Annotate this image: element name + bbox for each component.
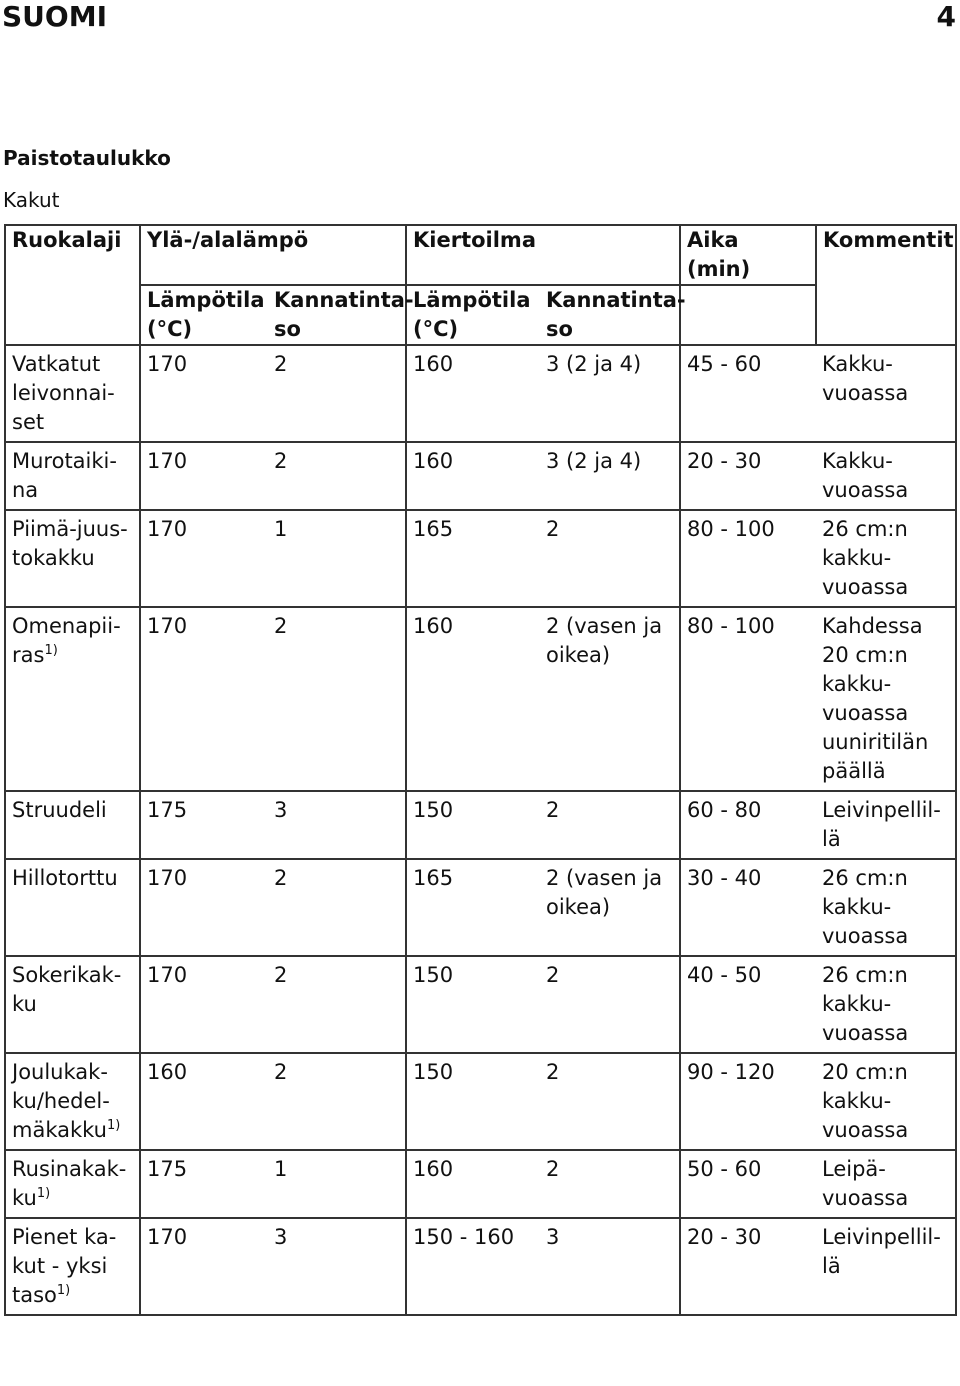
footnote-marker: 1)	[44, 643, 58, 658]
top-bottom-temp-cell-text: 170	[147, 963, 188, 987]
fan-shelf-cell	[540, 1053, 680, 1150]
fan-temp-cell-text: 160	[413, 1157, 454, 1181]
col-header-comment: Kommentit	[816, 225, 956, 345]
fan-shelf-cell	[540, 791, 680, 859]
food-cell-text: Hillotorttu	[12, 866, 118, 890]
top-bottom-shelf-cell	[268, 1150, 406, 1218]
comment-cell	[816, 859, 956, 956]
fan-temp-cell-text: 160	[413, 352, 454, 376]
top-bottom-shelf-cell-text: 2	[274, 866, 288, 890]
table-row	[5, 345, 956, 442]
fan-temp-cell-text: 165	[413, 517, 454, 541]
baking-table	[4, 224, 957, 1316]
top-bottom-shelf-cell-text: 1	[274, 517, 288, 541]
fan-temp-cell	[406, 956, 540, 1053]
col-header-temp-1: Lämpötila (°C)	[140, 285, 268, 345]
food-cell-text: Omenapii- ras	[12, 614, 121, 667]
top-bottom-shelf-cell-text: 2	[274, 449, 288, 473]
food-cell-text: Vatkatut leivonnai- set	[12, 352, 115, 434]
top-bottom-shelf-cell-text: 2	[274, 352, 288, 376]
time-cell	[680, 607, 816, 791]
food-cell-text: Pienet ka- kut - yksi taso	[12, 1225, 117, 1307]
food-cell	[5, 345, 140, 442]
fan-temp-cell	[406, 1053, 540, 1150]
top-bottom-temp-cell	[140, 510, 268, 607]
table-row	[5, 1053, 956, 1150]
time-cell-text: 30 - 40	[687, 866, 762, 890]
comment-cell-text: 26 cm:n kakku- vuoassa	[822, 517, 909, 599]
time-cell	[680, 510, 816, 607]
table-row	[5, 510, 956, 607]
time-cell	[680, 1053, 816, 1150]
comment-cell	[816, 1150, 956, 1218]
fan-shelf-cell	[540, 345, 680, 442]
fan-temp-cell-text: 150	[413, 798, 454, 822]
table-row	[5, 859, 956, 956]
top-bottom-shelf-cell	[268, 607, 406, 791]
top-bottom-temp-cell-text: 170	[147, 1225, 188, 1249]
fan-shelf-cell	[540, 1150, 680, 1218]
top-bottom-temp-cell-text: 160	[147, 1060, 188, 1084]
language-title: SUOMI	[2, 0, 107, 33]
fan-shelf-cell-text: 2 (vasen ja oikea)	[546, 866, 663, 919]
food-cell-text: Rusinakak- ku	[12, 1157, 127, 1210]
col-header-top-bottom: Ylä-/alalämpö	[140, 225, 406, 285]
fan-temp-cell-text: 150 - 160	[413, 1225, 515, 1249]
time-cell-text: 80 - 100	[687, 517, 775, 541]
fan-shelf-cell-text: 3 (2 ja 4)	[546, 352, 642, 376]
top-bottom-temp-cell	[140, 1150, 268, 1218]
time-cell	[680, 1150, 816, 1218]
food-cell	[5, 1150, 140, 1218]
top-bottom-shelf-cell-text: 3	[274, 798, 288, 822]
time-cell	[680, 442, 816, 510]
fan-shelf-cell-text: 2	[546, 1157, 560, 1181]
top-bottom-shelf-cell	[268, 956, 406, 1053]
top-bottom-shelf-cell-text: 2	[274, 1060, 288, 1084]
fan-shelf-cell-text: 2	[546, 1060, 560, 1084]
footnote-marker: 1)	[56, 1283, 71, 1298]
col-header-time-blank	[680, 285, 816, 345]
section-title: Paistotaulukko	[3, 146, 171, 170]
comment-cell	[816, 791, 956, 859]
fan-shelf-cell-text: 2	[546, 517, 560, 541]
col-header-shelf-1: Kannatinta- so	[268, 285, 406, 345]
fan-shelf-cell-text: 3	[546, 1225, 560, 1249]
time-cell-text: 80 - 100	[687, 614, 775, 638]
top-bottom-shelf-cell-text: 2	[274, 614, 288, 638]
fan-temp-cell-text: 150	[413, 963, 454, 987]
comment-cell-text: 26 cm:n kakku- vuoassa	[822, 866, 909, 948]
fan-temp-cell-text: 160	[413, 449, 454, 473]
top-bottom-shelf-cell	[268, 1218, 406, 1315]
col-header-fan: Kiertoilma	[406, 225, 680, 285]
food-cell	[5, 442, 140, 510]
top-bottom-temp-cell	[140, 607, 268, 791]
top-bottom-temp-cell-text: 170	[147, 866, 188, 890]
fan-shelf-cell-text: 2	[546, 798, 560, 822]
food-cell-text: Piimä-juus- tokakku	[12, 517, 128, 570]
time-cell-text: 40 - 50	[687, 963, 762, 987]
top-bottom-shelf-cell-text: 2	[274, 963, 288, 987]
fan-shelf-cell-text: 3 (2 ja 4)	[546, 449, 642, 473]
time-cell-text: 60 - 80	[687, 798, 762, 822]
fan-shelf-cell-text: 2	[546, 963, 560, 987]
fan-shelf-cell	[540, 859, 680, 956]
top-bottom-shelf-cell	[268, 510, 406, 607]
comment-cell-text: Leivinpellil- lä	[822, 798, 941, 851]
top-bottom-temp-cell	[140, 442, 268, 510]
food-cell	[5, 607, 140, 791]
time-cell-text: 20 - 30	[687, 1225, 762, 1249]
page-header	[0, 0, 960, 36]
table-row	[5, 442, 956, 510]
top-bottom-temp-cell-text: 170	[147, 352, 188, 376]
food-cell	[5, 859, 140, 956]
comment-cell	[816, 956, 956, 1053]
footnote-marker: 1)	[36, 1186, 51, 1201]
food-cell	[5, 956, 140, 1053]
food-cell-text: Struudeli	[12, 798, 107, 822]
fan-temp-cell	[406, 510, 540, 607]
food-cell-text: Sokerikak- ku	[12, 963, 122, 1016]
fan-temp-cell	[406, 442, 540, 510]
food-cell	[5, 1218, 140, 1315]
fan-shelf-cell	[540, 510, 680, 607]
fan-temp-cell-text: 160	[413, 614, 454, 638]
table-row	[5, 1150, 956, 1218]
page-number: 4	[936, 0, 956, 33]
top-bottom-shelf-cell	[268, 791, 406, 859]
comment-cell-text: 26 cm:n kakku- vuoassa	[822, 963, 909, 1045]
time-cell-text: 50 - 60	[687, 1157, 762, 1181]
comment-cell	[816, 442, 956, 510]
top-bottom-shelf-cell	[268, 345, 406, 442]
fan-shelf-cell	[540, 1218, 680, 1315]
comment-cell	[816, 1218, 956, 1315]
top-bottom-shelf-cell	[268, 1053, 406, 1150]
col-header-time: Aika (min)	[680, 225, 816, 285]
top-bottom-temp-cell-text: 175	[147, 1157, 188, 1181]
fan-temp-cell	[406, 791, 540, 859]
comment-cell-text: Kakku- vuoassa	[822, 352, 909, 405]
comment-cell-text: 20 cm:n kakku- vuoassa	[822, 1060, 909, 1142]
time-cell-text: 20 - 30	[687, 449, 762, 473]
time-cell	[680, 345, 816, 442]
top-bottom-shelf-cell-text: 1	[274, 1157, 288, 1181]
time-cell	[680, 1218, 816, 1315]
fan-temp-cell	[406, 1150, 540, 1218]
top-bottom-shelf-cell	[268, 859, 406, 956]
comment-cell-text: Leivinpellil- lä	[822, 1225, 941, 1278]
fan-temp-cell-text: 165	[413, 866, 454, 890]
fan-temp-cell	[406, 1218, 540, 1315]
comment-cell	[816, 510, 956, 607]
table-row	[5, 607, 956, 791]
time-cell-text: 90 - 120	[687, 1060, 775, 1084]
top-bottom-temp-cell	[140, 1053, 268, 1150]
top-bottom-temp-cell-text: 170	[147, 449, 188, 473]
col-header-temp-2: Lämpötila (°C)	[406, 285, 540, 345]
comment-cell	[816, 607, 956, 791]
top-bottom-shelf-cell	[268, 442, 406, 510]
comment-cell-text: Kahdessa 20 cm:n kakku- vuoassa uuniritilän päällä	[822, 614, 929, 783]
time-cell	[680, 859, 816, 956]
col-header-shelf-2: Kannatinta- so	[540, 285, 680, 345]
table-row	[5, 1218, 956, 1315]
time-cell-text: 45 - 60	[687, 352, 762, 376]
fan-shelf-cell-text: 2 (vasen ja oikea)	[546, 614, 663, 667]
table-row	[5, 791, 956, 859]
top-bottom-temp-cell	[140, 956, 268, 1053]
section-subtitle: Kakut	[3, 188, 60, 212]
top-bottom-temp-cell-text: 170	[147, 614, 188, 638]
comment-cell	[816, 345, 956, 442]
food-cell	[5, 510, 140, 607]
food-cell	[5, 1053, 140, 1150]
time-cell	[680, 791, 816, 859]
col-header-food: Ruokalaji	[5, 225, 140, 345]
fan-temp-cell	[406, 859, 540, 956]
top-bottom-temp-cell-text: 175	[147, 798, 188, 822]
food-cell-text: Murotaiki- na	[12, 449, 117, 502]
footnote-marker: 1)	[106, 1118, 121, 1133]
top-bottom-temp-cell-text: 170	[147, 517, 188, 541]
fan-shelf-cell	[540, 442, 680, 510]
top-bottom-temp-cell	[140, 791, 268, 859]
top-bottom-temp-cell	[140, 1218, 268, 1315]
fan-temp-cell	[406, 345, 540, 442]
table-row	[5, 956, 956, 1053]
food-cell	[5, 791, 140, 859]
fan-shelf-cell	[540, 607, 680, 791]
top-bottom-temp-cell	[140, 345, 268, 442]
comment-cell-text: Kakku- vuoassa	[822, 449, 909, 502]
fan-shelf-cell	[540, 956, 680, 1053]
fan-temp-cell	[406, 607, 540, 791]
top-bottom-shelf-cell-text: 3	[274, 1225, 288, 1249]
comment-cell	[816, 1053, 956, 1150]
comment-cell-text: Leipä- vuoassa	[822, 1157, 909, 1210]
food-cell-text: Joulukak- ku/hedel- mäkakku	[12, 1060, 110, 1142]
time-cell	[680, 956, 816, 1053]
fan-temp-cell-text: 150	[413, 1060, 454, 1084]
top-bottom-temp-cell	[140, 859, 268, 956]
